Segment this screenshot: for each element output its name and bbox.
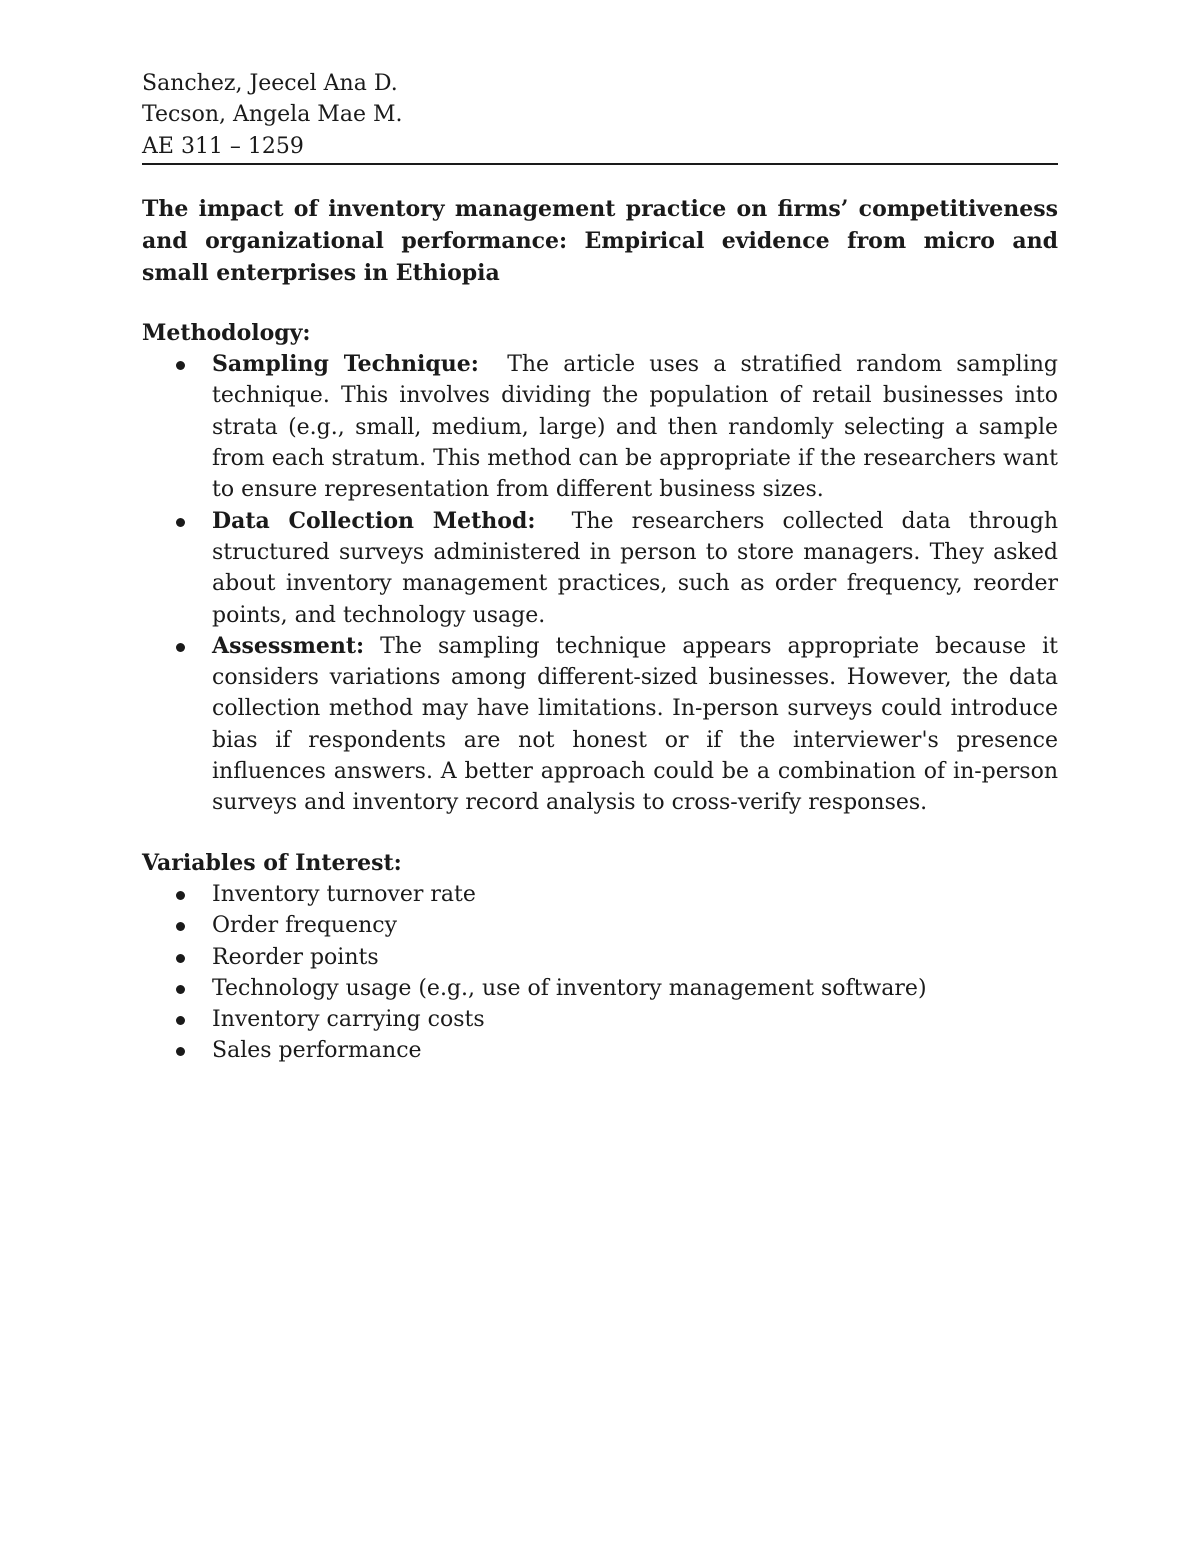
methodology-item-text: The sampling technique appears appropriate because it considers variations among different-sized businesses. However, the data collection method may have limitations. In-person surveys could introduce bias if respondents are not honest or if the interviewer's presence influences answers. A better approach could be a combination of in-person surveys and inventory record analysis to cross-verify responses. bbox=[212, 633, 1058, 816]
variable-item bbox=[142, 879, 1058, 910]
bullet-icon bbox=[176, 361, 185, 370]
methodology-item-text: The article uses a stratified random sampling technique. This involves dividing the population of retail businesses into strata (e.g., small, medium, large) and then randomly selecting a sample from each stratum. This method can be appropriate if the researchers want to ensure representation from different business sizes. bbox=[212, 352, 1058, 503]
methodology-item-label: Assessment: bbox=[212, 632, 365, 659]
variable-item bbox=[142, 910, 1058, 941]
bullet-icon bbox=[176, 1016, 185, 1025]
methodology-item-text: The researchers collected data through structured surveys administered in person to store managers. They asked about inventory management practices, such as order frequency, reorder points, and technology usage. bbox=[212, 508, 1058, 628]
methodology-item bbox=[142, 506, 1058, 631]
document-page bbox=[142, 68, 1058, 1067]
variable-item bbox=[142, 1004, 1058, 1035]
author-1: Sanchez, Jeecel Ana D. bbox=[142, 71, 398, 96]
variable-item-text: Reorder points bbox=[212, 944, 379, 970]
variables-list bbox=[142, 879, 1058, 1067]
document-title: The impact of inventory management practice on firms’ competitiveness and organizational performance: Empirical evidence from micro and small enterprises in Ethiopia bbox=[142, 195, 1058, 286]
bullet-icon bbox=[176, 518, 185, 527]
variable-item-text: Technology usage (e.g., use of inventory management software) bbox=[212, 975, 927, 1001]
methodology-list bbox=[142, 349, 1058, 818]
header-divider bbox=[142, 163, 1058, 165]
variable-item-text: Inventory carrying costs bbox=[212, 1007, 485, 1033]
header-block bbox=[142, 68, 1058, 162]
methodology-item bbox=[142, 631, 1058, 819]
author-2: Tecson, Angela Mae M. bbox=[142, 102, 403, 128]
course-code: AE 311 – 1259 bbox=[142, 133, 304, 159]
methodology-heading: Methodology: bbox=[142, 319, 311, 346]
variable-item bbox=[142, 973, 1058, 1004]
bullet-icon bbox=[176, 922, 185, 931]
variables-heading: Variables of Interest: bbox=[142, 849, 402, 876]
variable-item-text: Order frequency bbox=[212, 913, 398, 939]
methodology-item-label: Data Collection Method: bbox=[212, 507, 536, 534]
bullet-icon bbox=[176, 1047, 185, 1056]
methodology-item-label: Sampling Technique: bbox=[212, 351, 479, 378]
methodology-item bbox=[142, 349, 1058, 505]
bullet-icon bbox=[176, 954, 185, 963]
variable-item-text: Inventory turnover rate bbox=[212, 881, 476, 907]
variable-item bbox=[142, 1035, 1058, 1066]
bullet-icon bbox=[176, 891, 185, 900]
variable-item-text: Sales performance bbox=[212, 1038, 422, 1064]
bullet-icon bbox=[176, 985, 185, 994]
bullet-icon bbox=[176, 643, 185, 652]
variable-item bbox=[142, 942, 1058, 973]
